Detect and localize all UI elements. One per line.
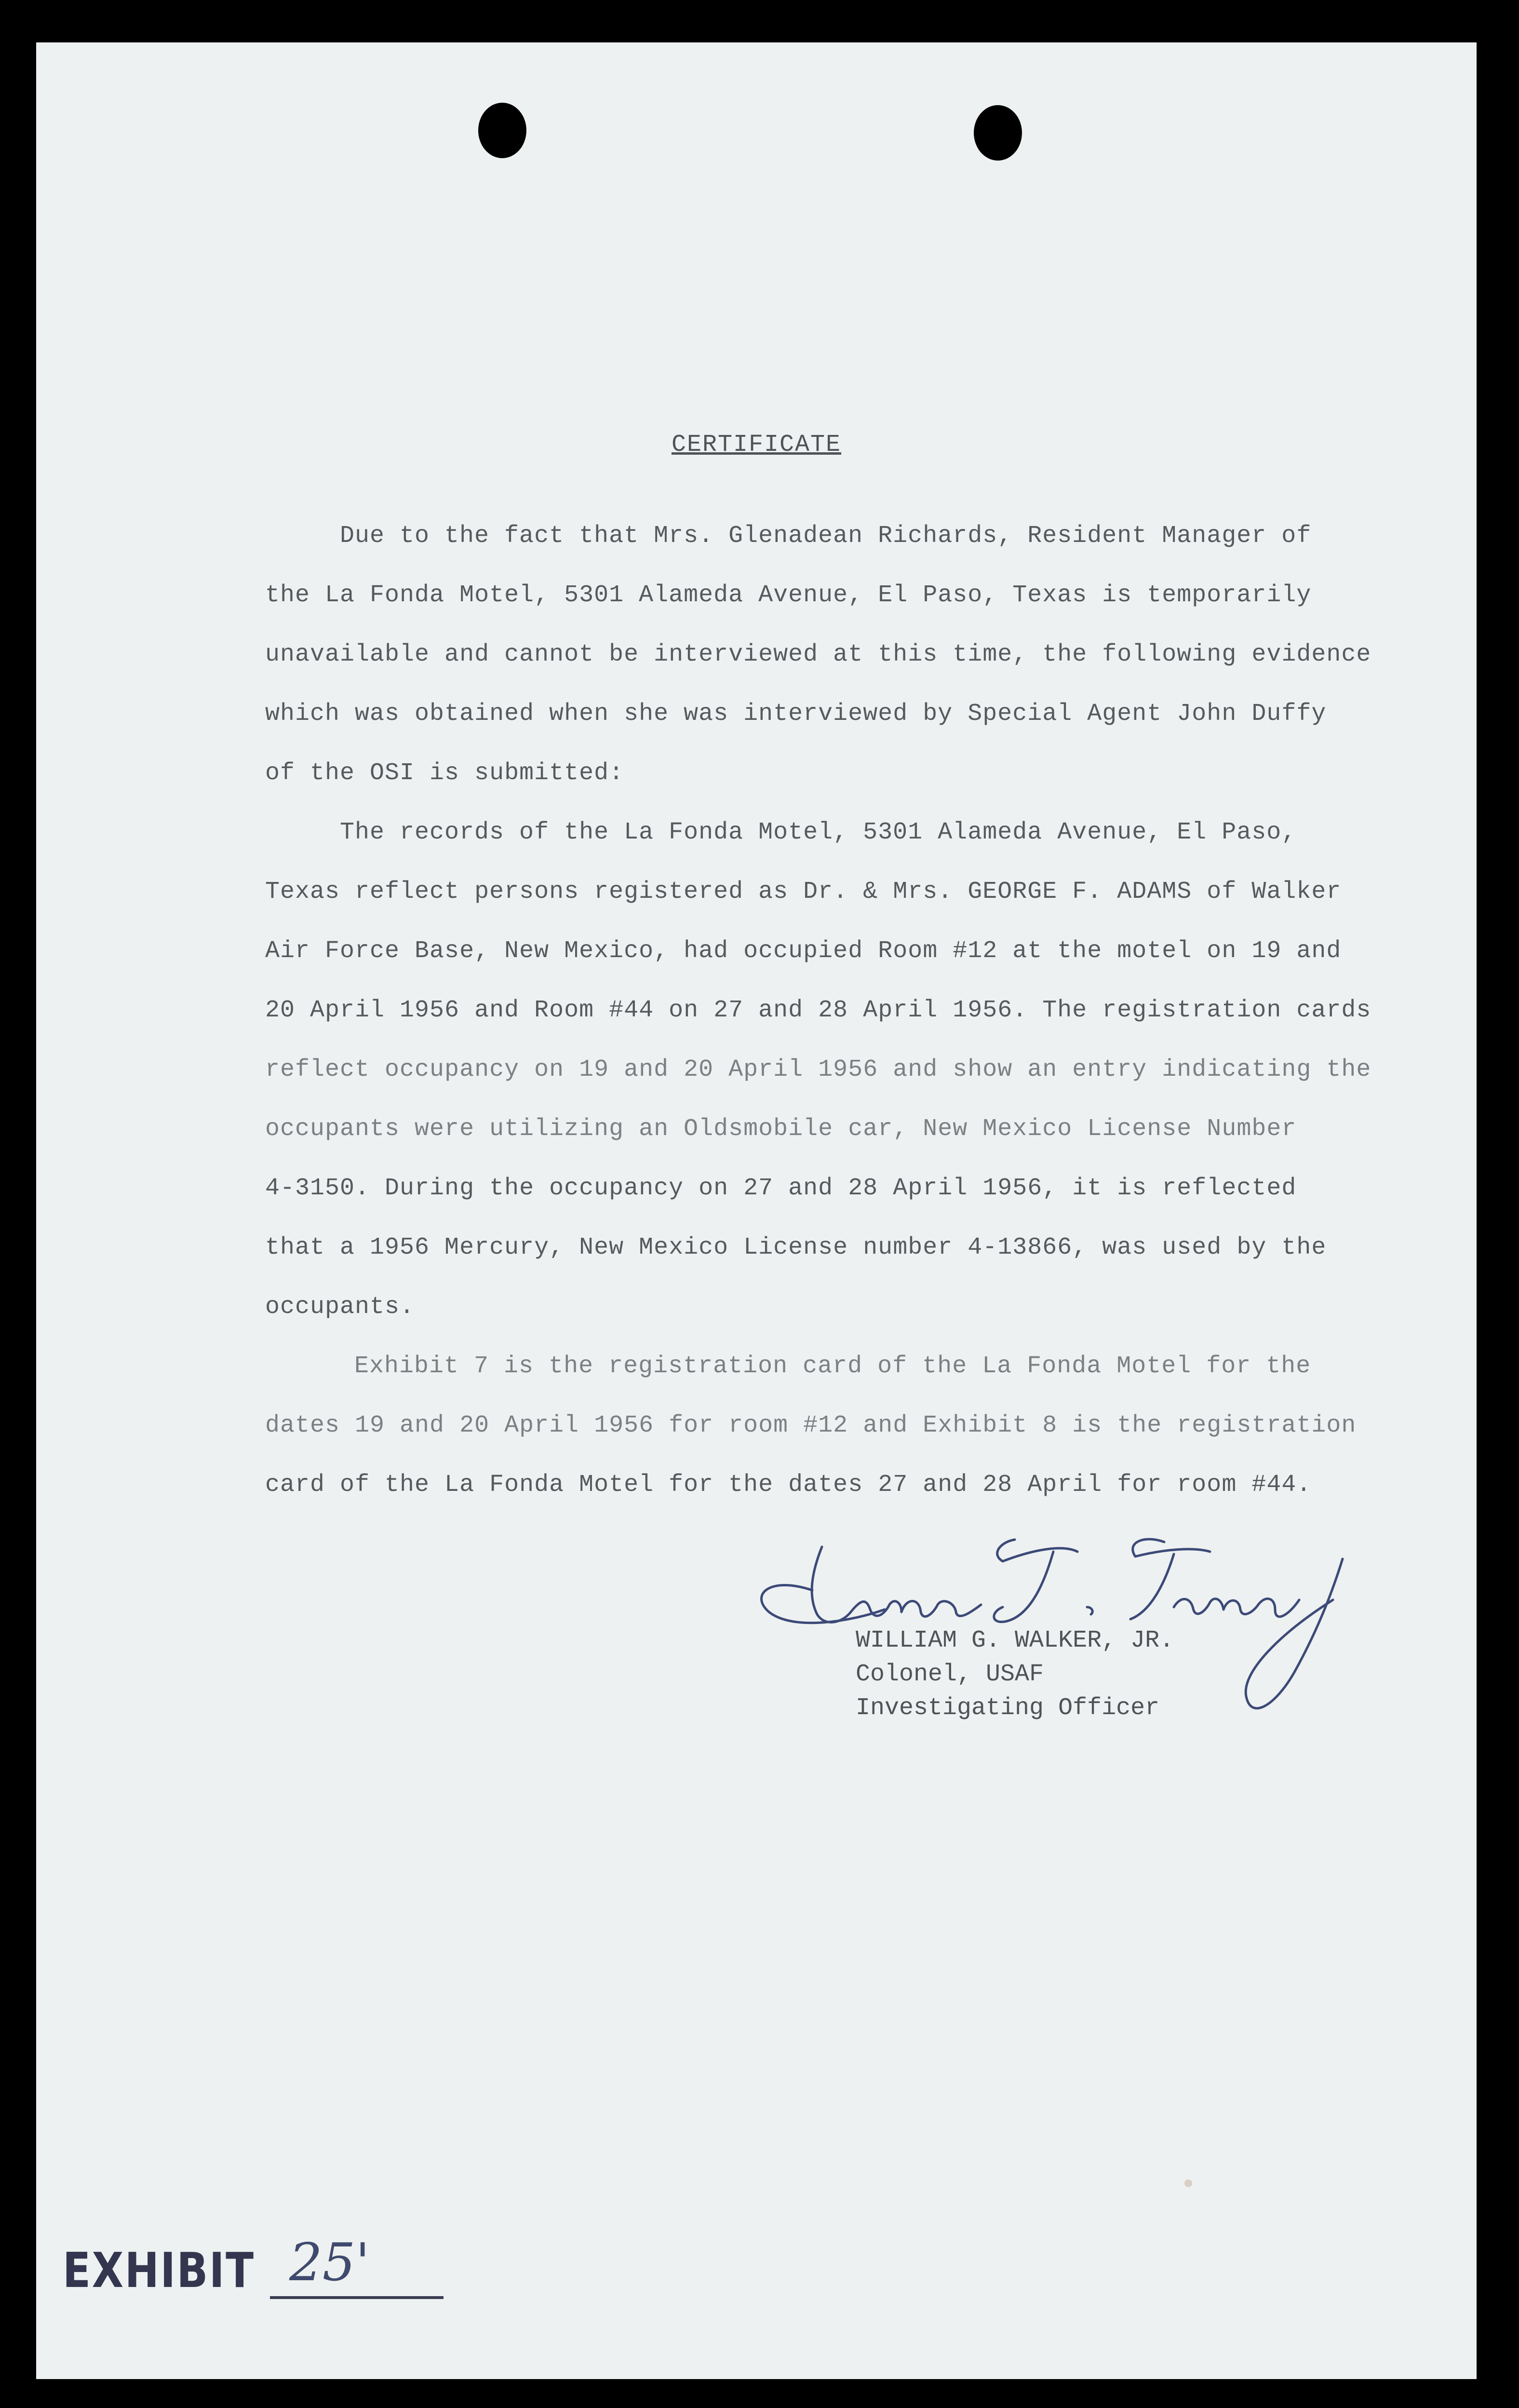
paragraph-2-line-5: reflect occupancy on 19 and 20 April 1956 and show an entry indicating the xyxy=(265,1056,1371,1083)
paragraph-3-line-2: dates 19 and 20 April 1956 for room #12 and Exhibit 8 is the registration xyxy=(265,1412,1357,1439)
paragraph-2-line-1: The records of the La Fonda Motel, 5301 Alameda Avenue, El Paso, xyxy=(340,819,1297,846)
paragraph-1-line-5: of the OSI is submitted: xyxy=(265,759,624,787)
punch-hole-right xyxy=(974,105,1022,161)
paragraph-1-line-4: which was obtained when she was interviewed by Special Agent John Duffy xyxy=(265,700,1327,728)
paragraph-1-line-3: unavailable and cannot be interviewed at this time, the following evidence xyxy=(265,641,1371,668)
paragraph-2-line-2: Texas reflect persons registered as Dr. & Mrs. GEORGE F. ADAMS of Walker xyxy=(265,878,1342,906)
paragraph-2-line-6: occupants were utilizing an Oldsmobile car, New Mexico License Number xyxy=(265,1115,1297,1143)
paragraph-2-line-4: 20 April 1956 and Room #44 on 27 and 28 April 1956. The registration cards xyxy=(265,997,1371,1024)
paragraph-1-line-1: Due to the fact that Mrs. Glenadean Richards, Resident Manager of xyxy=(340,522,1312,550)
signer-role: Investigating Officer xyxy=(856,1694,1160,1722)
certificate-title: CERTIFICATE xyxy=(671,431,842,459)
paragraph-1-line-2: the La Fonda Motel, 5301 Alameda Avenue, El Paso, Texas is temporarily xyxy=(265,582,1312,609)
paragraph-2-line-3: Air Force Base, New Mexico, had occupied Room #12 at the motel on 19 and xyxy=(265,937,1342,965)
signature-block xyxy=(856,1624,1174,1725)
exhibit-stamp-label: EXHIBIT xyxy=(63,2242,255,2299)
punch-hole-left xyxy=(478,103,526,158)
paragraph-3-line-3: card of the La Fonda Motel for the dates 27 and 28 April for room #44. xyxy=(265,1471,1312,1499)
paragraph-2-line-9: occupants. xyxy=(265,1293,415,1321)
document-page xyxy=(36,42,1477,2379)
paragraph-2-line-7: 4-3150. During the occupancy on 27 and 28 April 1956, it is reflected xyxy=(265,1175,1297,1202)
paper-smudge xyxy=(1184,2179,1192,2187)
paragraph-2-line-8: that a 1956 Mercury, New Mexico License number 4-13866, was used by the xyxy=(265,1234,1327,1261)
signer-rank: Colonel, USAF xyxy=(856,1661,1044,1688)
exhibit-handwritten-number: 25' xyxy=(289,2232,370,2293)
exhibit-stamp-underline xyxy=(270,2296,444,2299)
paragraph-3-line-1: Exhibit 7 is the registration card of the La Fonda Motel for the xyxy=(354,1353,1311,1380)
signer-name: WILLIAM G. WALKER, JR. xyxy=(856,1627,1174,1654)
